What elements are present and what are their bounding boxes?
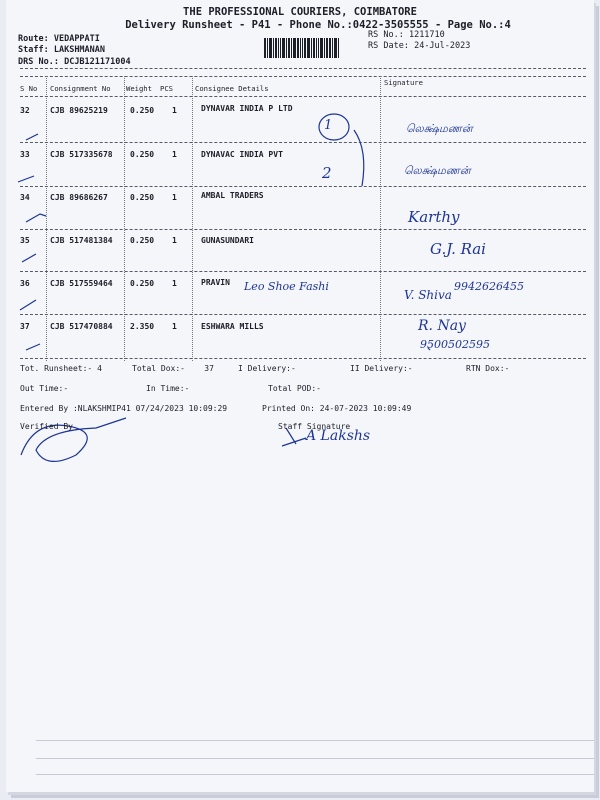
row-pcs: 1	[172, 150, 177, 159]
handwritten-note: Leo Shoe Fashi	[244, 280, 329, 293]
verified-by-label: Verified By	[20, 422, 73, 431]
handwritten-signature: Karthy	[408, 208, 460, 226]
row-weight: 0.250	[130, 106, 155, 115]
paper-edge	[36, 774, 594, 775]
row-consignee: DYNAVAR INDIA P LTD	[201, 104, 293, 113]
tick-mark	[22, 254, 36, 262]
tot-runsheet: Tot. Runsheet:- 4	[20, 364, 102, 373]
handwritten-phone: 9942626455	[454, 280, 524, 293]
rtn-dox: RTN Dox:-	[466, 364, 510, 373]
handwritten-phone: 9500502595	[420, 338, 490, 351]
handwritten-note: 1	[324, 118, 333, 133]
row-sno: 33	[20, 150, 30, 159]
row-pcs: 1	[172, 106, 177, 115]
row-pcs: 1	[172, 322, 177, 331]
row-consignee: ESHWARA MILLS	[201, 322, 264, 331]
runsheet-heading: Delivery Runsheet - P41 - Phone No.:0422-3505555 - Page No.:4	[125, 19, 511, 31]
row-weight: 0.250	[130, 150, 155, 159]
row-sno: 36	[20, 279, 30, 288]
tick-mark	[26, 214, 46, 222]
total-dox-field: Total Dox:- 37	[132, 364, 214, 373]
tick-mark	[26, 134, 38, 140]
tick-mark	[18, 176, 34, 182]
row-consignee: DYNAVAC INDIA PVT	[201, 150, 283, 159]
row-consignment: CJB 517559464	[50, 279, 113, 288]
i-delivery: I Delivery:-	[238, 364, 296, 373]
total-dox-value: 37	[204, 364, 214, 373]
row-weight: 2.350	[130, 322, 155, 331]
col-header-weight: Weight	[126, 84, 152, 93]
printed-on: Printed On: 24-07-2023 10:09:49	[262, 404, 412, 413]
staff-field: Staff: LAKSHMANAN	[18, 45, 106, 55]
row-pcs: 1	[172, 193, 177, 202]
tick-mark	[26, 344, 40, 350]
in-time: In Time:-	[146, 384, 190, 393]
handwritten-signature: லெக்ஷ்மணன்	[404, 164, 471, 177]
col-header-consignee: Consignee Details	[195, 84, 269, 93]
handwritten-signature: R. Nay	[418, 318, 466, 334]
route-value: VEDAPPATI	[53, 34, 100, 44]
handwritten-signature: லெக்ஷ்மணன்	[406, 122, 473, 135]
row-sno: 34	[20, 193, 30, 202]
drs-field: DRS No.: DCJB121171004	[18, 57, 131, 67]
ink-marks	[6, 0, 594, 470]
route-field: Route: VEDAPPATI	[18, 34, 100, 44]
col-header-signature: Signature	[384, 78, 423, 87]
total-pod: Total POD:-	[268, 384, 321, 393]
handwritten-note: 2	[322, 164, 332, 182]
rs-date-field: RS Date: 24-Jul-2023	[368, 41, 471, 51]
staff-signature-label: Staff Signature	[278, 422, 351, 431]
drs-value: DCJB121171004	[64, 57, 131, 67]
handwritten-signature: V. Shiva	[404, 288, 452, 302]
col-header-pcs: PCS	[160, 84, 173, 93]
entered-by: Entered By :NLAKSHMIP41 07/24/2023 10:09:29	[20, 404, 228, 413]
paper-edge	[36, 758, 594, 759]
bracket-stroke	[354, 130, 364, 186]
row-pcs: 1	[172, 279, 177, 288]
staff-value: LAKSHMANAN	[53, 45, 106, 55]
row-consignment: CJB 517481384	[50, 236, 113, 245]
row-consignee: AMBAL TRADERS	[201, 191, 264, 200]
row-sno: 32	[20, 106, 30, 115]
col-header-sno: S No	[20, 84, 38, 93]
tick-mark	[20, 300, 36, 310]
row-sno: 37	[20, 322, 30, 331]
row-consignment: CJB 517470884	[50, 322, 113, 331]
rs-no-value: 1211710	[408, 30, 445, 40]
col-header-consignment: Consignment No	[50, 84, 111, 93]
row-consignment: CJB 517335678	[50, 150, 113, 159]
row-consignment: CJB 89686267	[50, 193, 108, 202]
row-sno: 35	[20, 236, 30, 245]
runsheet-page	[6, 0, 594, 792]
row-consignee: GUNASUNDARI	[201, 236, 254, 245]
row-consignee: PRAVIN	[201, 278, 230, 287]
ii-delivery: II Delivery:-	[350, 364, 413, 373]
row-consignment: CJB 89625219	[50, 106, 108, 115]
out-time: Out Time:-	[20, 384, 69, 393]
paper-edge	[36, 740, 594, 741]
rs-no-field: RS No.: 1211710	[368, 30, 445, 40]
company-title: THE PROFESSIONAL COURIERS, COIMBATORE	[183, 6, 417, 18]
staff-handwritten-signature: A Lakshs	[306, 428, 371, 444]
row-pcs: 1	[172, 236, 177, 245]
row-weight: 0.250	[130, 279, 155, 288]
row-weight: 0.250	[130, 236, 155, 245]
handwritten-signature: G.J. Rai	[430, 240, 486, 258]
rs-date-value: 24-Jul-2023	[414, 41, 471, 51]
row-weight: 0.250	[130, 193, 155, 202]
